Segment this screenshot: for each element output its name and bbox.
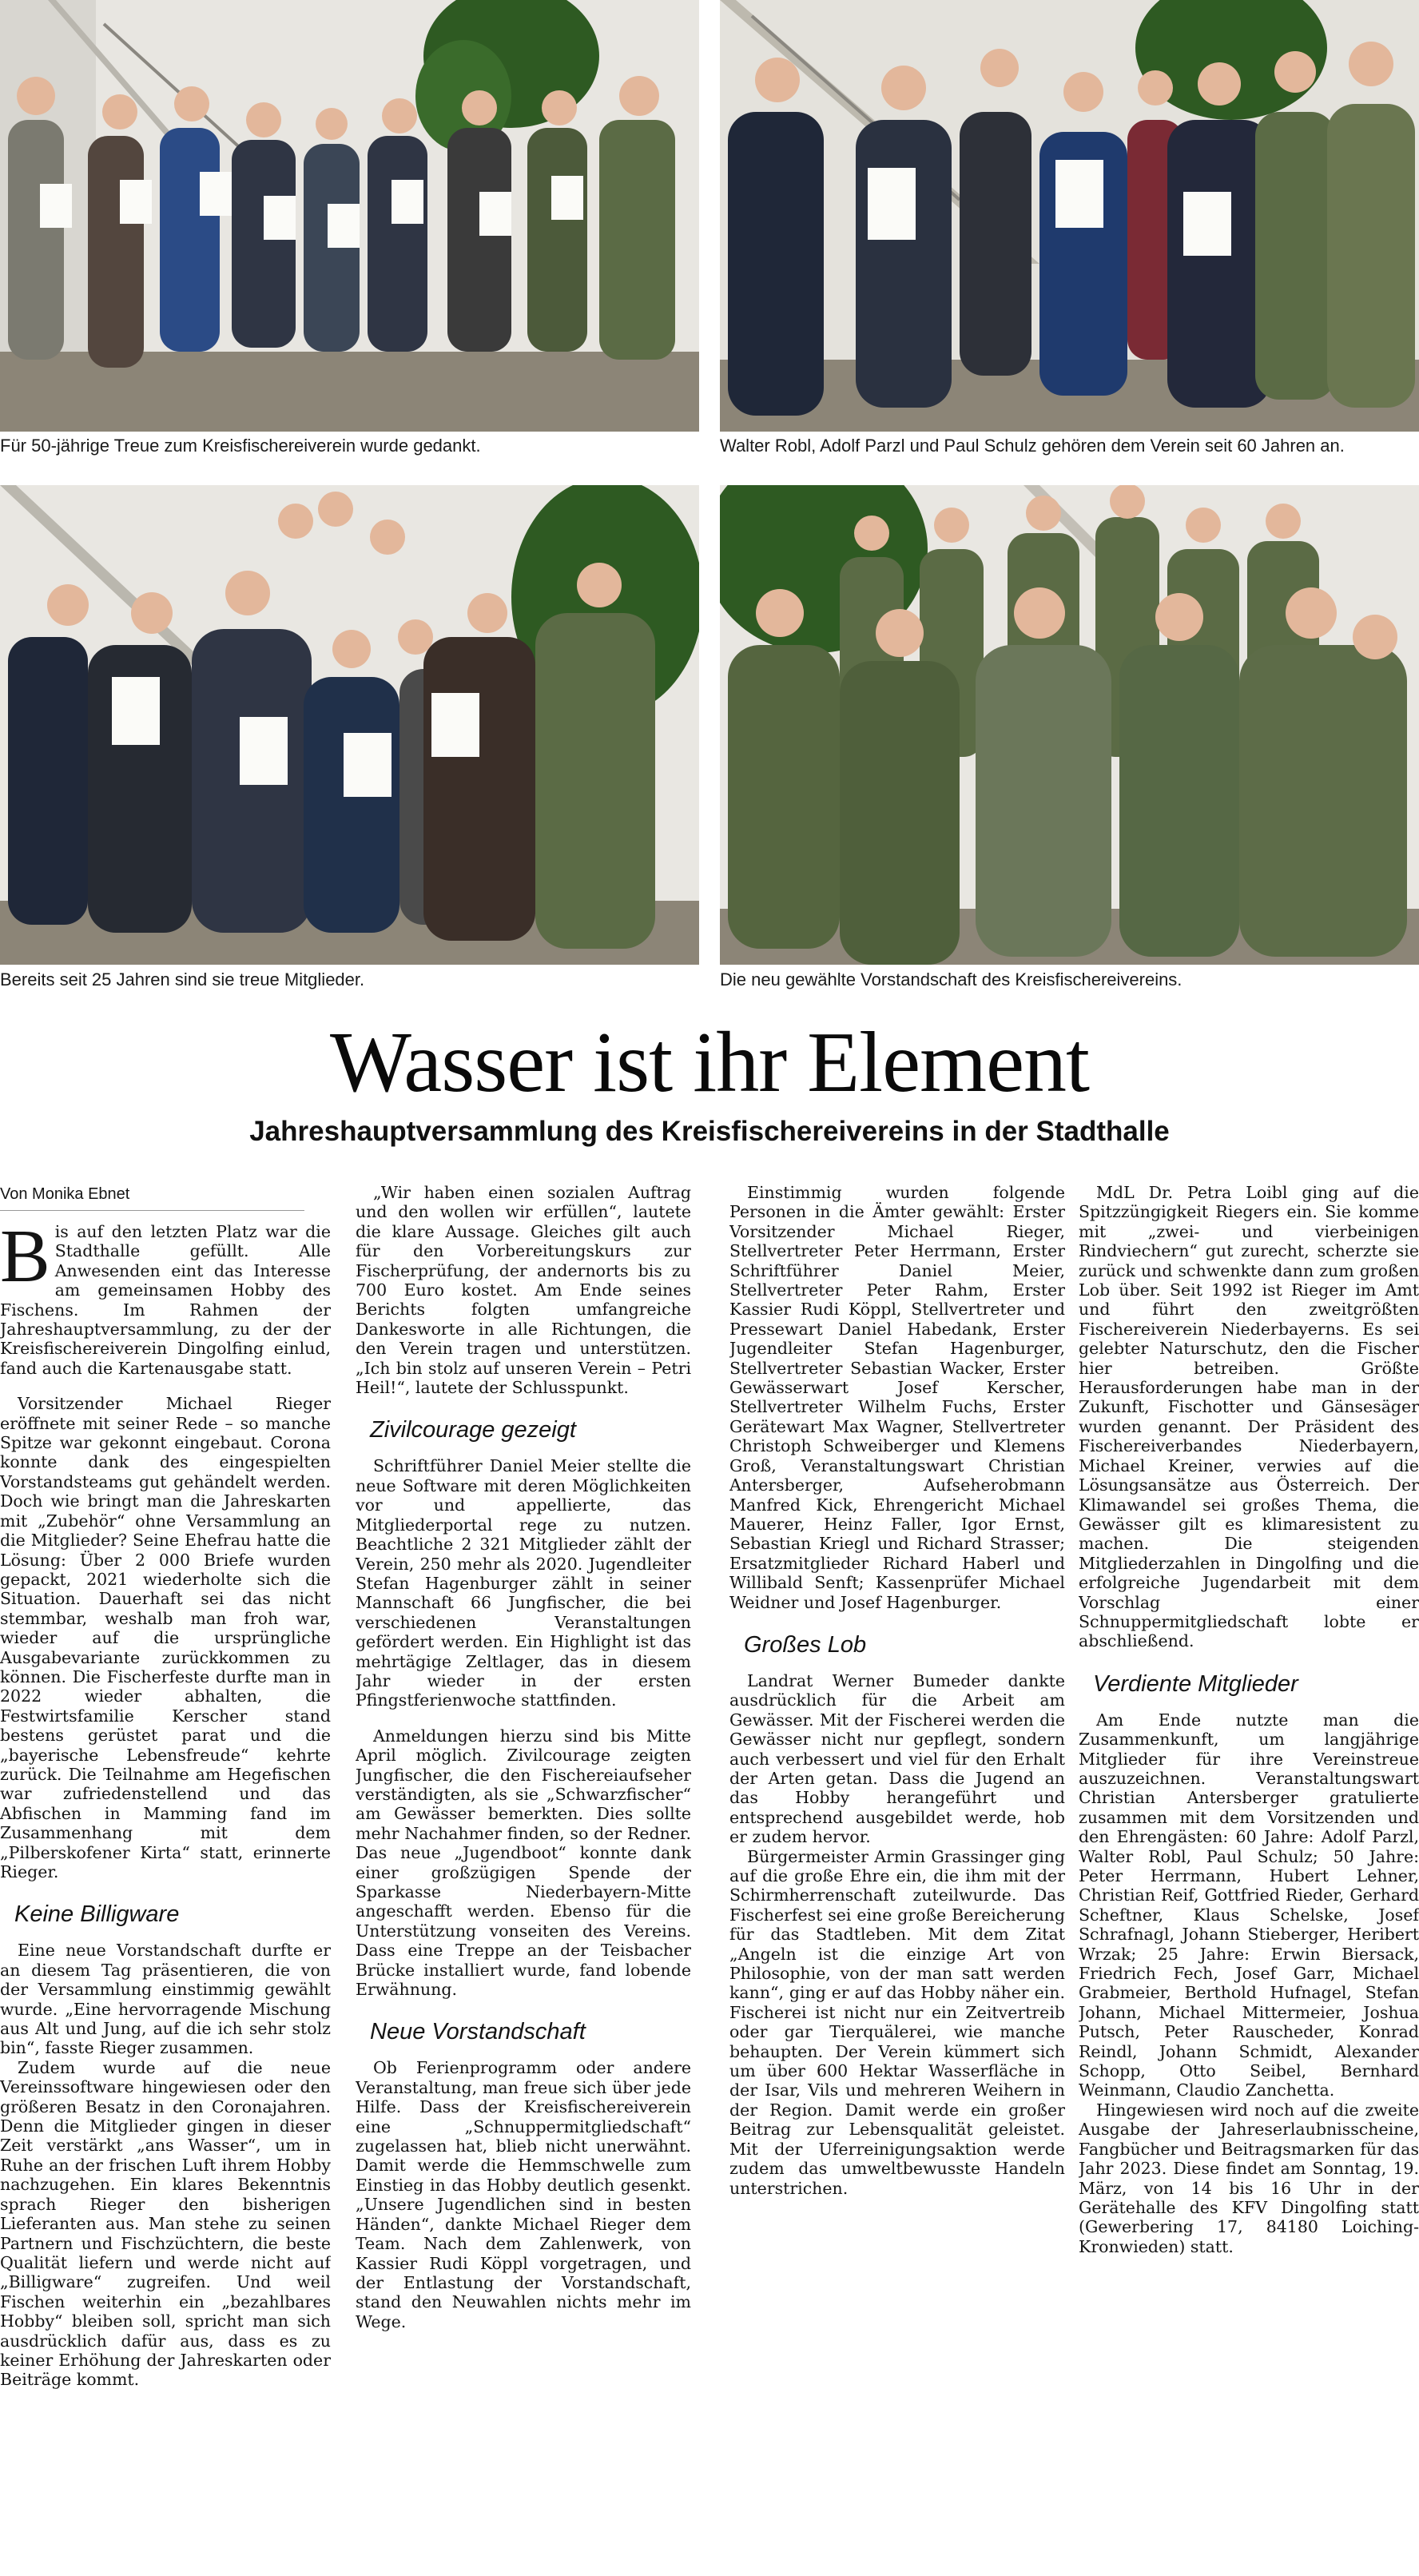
article-column-1 [0,1183,331,2576]
article-paragraph: Zudem wurde auf die neue Vereinssoftware hingewiesen oder den größeren Besatz in den Coronajahren. Denn die Mitglieder gingen in dieser Zeit verstärkt „ans Wasser“, um in Ruhe an der frischen Luft ihrem Hobby nachzugehen. Ein klares Bekenntnis sprach Rieger den bisherigen Lieferanten aus. Man stehe zu seinen Partnern und Fischzüchtern, die beste Qualität liefern und werde nicht auf „Billigware“ zugreifen. Und weil Fischen weiterhin ein „bezahlbares Hobby“ bleiben soll, spricht man sich ausdrücklich dafür aus, dass es zu keiner Erhöhung der Jahreskarten oder Beiträge kommt. [0,2057,331,2390]
article-paragraph: Bürgermeister Armin Grassinger ging auf die große Ehre ein, die ihm mit der Schirmherrenschaft zuteilwurde. Das Fischerfest sei eine große Bereicherung für das Stadtleben. Mit dem Zitat „Angeln ist die einzige Art von Philosophie, von der man satt werden kann“, ging er auf das Hobby näher ein. Fischerei ist nicht nur ein Zeitvertreib oder gar Tierquälerei, wie manche behaupten. Der Verein kümmert sich um über 600 Hektar Wasserfläche in der Isar, Vils und mehreren Weihern in der Region. Damit werde ein großer Beitrag zur Lebensqualität geleistet. Mit der Uferreinigungsaktion werde zudem das umweltbewusste Handeln unterstrichen. [729,1846,1065,2198]
photo-60-years [720,0,1419,432]
article-paragraph: Am Ende nutzte man die Zusammenkunft, um langjährige Mitglieder für ihre Vereinstreue auszuzeichnen. Veranstaltungswart Christian Antersberger gratulierte zusammen mit dem Vorsitzenden und den Ehrengästen: 60 Jahre: Adolf Parzl, Walter Robl, Paul Schulz; 50 Jahre: Peter Herrmann, Hubert Lehner, Christian Reif, Gottfried Rieder, Gerhard Scheftner, Klaus Schelske, Josef Schrafnagl, Johann Stieberger, Heribert Wrzak; 25 Jahre: Erwin Biersack, Friedrich Fech, Josef Garr, Michael Grabmeier, Berthold Hufnagel, Stefan Johann, Michael Mittermeier, Joshua Putsch, Peter Rauscheder, Konrad Reindl, Johann Schmidt, Alexander Schopp, Otto Seibel, Bernhard Weinmann, Claudio Zanchetta. [1079,1710,1419,2100]
section-heading: Keine Billigware [14,1901,180,1928]
article-paragraph: Landrat Werner Bumeder dankte ausdrücklich für die Arbeit am Gewässer. Mit der Fischerei werden die Gewässer nicht nur gepflegt, sondern auch verbessert und viel für den Erhalt der Arten getan. Dass die Jugend an das Hobby herangeführt und entsprechend ausgebildet werde, hob er zudem hervor. [729,1670,1065,1847]
article-column-3 [729,1183,1065,2576]
subheadline: Jahreshauptversammlung des Kreisfischereivereins in der Stadthalle [249,1116,1170,1147]
article-paragraph: Ob Ferienprogramm oder andere Veranstaltung, man freue sich über jede Hilfe. Dass der Kreisfischereiverein eine „Schnuppermitgliedschaft“ zugelassen hat, blieb nicht unerwähnt. Damit werde die Hemmschwelle zum Einstieg in das Hobby deutlich gesenkt. „Unsere Jugendlichen sind in besten Händen“, dankte Michael Rieger dem Team. Nach dem Zahlenwerk, von Kassier Rudi Köppl vorgetragen, und der Entlastung der Vorstandschaft, stand den Neuwahlen nichts mehr im Wege. [356,2058,691,2331]
article-paragraph: Einstimmig wurden folgende Personen in die Ämter gewählt: Erster Vorsitzender Michael Rieger, Stellvertreter Peter Herrmann, Erster Schriftführer Daniel Meier, Stellvertreter Peter Rahm, Erster Kassier Rudi Köppl, Stellvertreter und Pressewart Daniel Habedank, Erster Jugendleiter Stefan Hagenburger, Stellvertreter Sebastian Wacker, Erster Gewässerwart Josef Kerscher, Stellvertreter Wilhelm Fuchs, Erster Gerätewart Max Wagner, Stellvertreter Christoph Schweiberger und Klemens Groß, Veranstaltungswart Christian Antersberger, Aufseherobmann Manfred Kick, Ehrengericht Michael Mauerer, Heinz Faller, Igor Ernst, Sebastian Kriegl und Richard Strasser; Ersatzmitglieder Richard Haberl und Willibald Senft; Kassenprüfer Michael Weidner und Josef Hagenburger. [729,1183,1065,1612]
byline: Von Monika Ebnet [0,1183,304,1211]
headline: Wasser ist ihr Element [329,1015,1090,1110]
dropcap: B [0,1215,50,1298]
article-paragraph: Bis auf den letzten Platz war die Stadthalle gefüllt. Alle Anwesenden eint das Interesse am gemeinsamen Hobby des Fischens. Im Rahmen der Jahreshauptversammlung, zu der der Kreisfischereiverein Dingolfing einlud, fand auch die Kartenausgabe statt. [0,1215,331,1378]
article-paragraph: Hingewiesen wird noch auf die zweite Ausgabe der Jahreserlaubnisscheine, Fangbücher und Beitragsmarken für das Jahr 2023. Diese findet am Sonntag, 19. März, von 14 bis 16 Uhr in der Gerätehalle des KFV Dingolfing statt (Gewerbering 17, 84180 Loiching-Kronwieden) statt. [1079,2100,1419,2256]
article-paragraph: Anmeldungen hierzu sind bis Mitte April möglich. Zivilcourage zeigten Jungfischer, die den Fischereiaufseher verständigten, als sie „Schwarzfischer“ am Gewässer bemerkten. Dies sollte mehr Nachahmer finden, so der Redner. Das neue „Jugendboot“ konnte dank einer großzügigen Spende der Sparkasse Niederbayern-Mitte angeschafft werden. Ebenso für die Unterstützung vonseiten des Vereins. Dass eine Treppe an der Teisbacher Brücke installiert wurde, fand lobende Erwähnung. [356,1726,691,2000]
photo-caption: Walter Robl, Adolf Parzl und Paul Schulz gehören dem Verein seit 60 Jahren an. [720,436,1345,456]
photo-caption: Für 50-jährige Treue zum Kreisfischereiverein wurde gedankt. [0,436,481,456]
photo-25-years [0,485,699,965]
article-paragraph: Schriftführer Daniel Meier stellte die neue Software mit deren Möglichkeiten vor und appellierte, das Mitgliederportal rege zu nutzen. Beachtliche 2 321 Mitglieder zählt der Verein, 250 mehr als 2020. Jugendleiter Stefan Hagenburger zählt in seiner Mannschaft 66 Jungfischer, die bei verschiedenen Veranstaltungen gefördert werden. Ein Highlight ist das mehrtägige Zeltlager, das in diesem Jahr wieder in der ersten Pfingstferienwoche stattfinden. [356,1456,691,1710]
photo-caption: Bereits seit 25 Jahren sind sie treue Mitglieder. [0,969,365,989]
section-heading: Zivilcourage gezeigt [370,1417,576,1443]
article-paragraph: MdL Dr. Petra Loibl ging auf die Spitzzüngigkeit Riegers ein. Sie komme mit „zwei- und vierbeinigen Rindviechern“ gut zurecht, scherzte sie zurück und schwenkte dann zum großen Lob über. Seit 1992 ist Rieger im Amt und führt den zweitgrößten Fischereiverein Niederbayerns. Es sei gelebter Naturschutz, den die Fischer hier betreiben. Größte Herausforderungen habe man in der Zukunft, Fischotter und Gänsesäger wurden genannt. Der Präsident des Fischereiverbandes Niederbayern, Michael Kreiner, verwies auf die Lösungsansätze aus Österreich. Der Klimawandel sei großes Thema, die Gewässer gilt es klimaresistent zu machen. Die steigenden Mitgliederzahlen in Dingolfing und die erfolgreiche Jugendarbeit mit dem Vorschlag einer Schnuppermitgliedschaft lobte er abschließend. [1079,1183,1419,1651]
section-heading: Neue Vorstandschaft [370,2019,586,2045]
article-column-2 [356,1183,691,2576]
article-paragraph: Vorsitzender Michael Rieger eröffnete mit seiner Rede – so manche Spitze war gekonnt eingebaut. Corona konnte dank des eingespielten Vorstandsteams gut gehändelt werden. Doch wie bringt man die Jahreskarten mit „Zubehör“ ohne Versammlung an die Mitglieder? Seine Ehefrau hatte die Lösung: Über 2 000 Briefe wurden gepackt, 2021 wiederholte sich die Situation. Dauerhaft sei das nicht stemmbar, weshalb man froh war, wieder auf die ursprüngliche Ausgabevariante zurückkommen zu können. Die Fischerfeste durfte man in 2022 wieder abhalten, die Festwirtsfamilie Kerscher stand bestens gerüstet parat und die „bayerische Lebensfreude“ kehrte zurück. Die Teilnahme am Hegefischen war zufriedenstellend und das Abfischen in Mamming fand im Zusammenhang mit dem „Pilberskofener Kirta“ statt, erinnerte Rieger. [0,1394,331,1881]
article-paragraph: Eine neue Vorstandschaft durfte er an diesem Tag präsentieren, die von der Versammlung einstimmig gewählt wurde. „Eine hervorragende Mischung aus Alt und Jung, auf die ich sehr stolz bin“, fasste Rieger zusammen. [0,1941,331,2058]
article-paragraph: „Wir haben einen sozialen Auftrag und den wollen wir erfüllen“, lautete die klare Aussage. Gleiches gilt auch für den Vorbereitungskurs zur Fischerprüfung, der andernorts bis zu 700 Euro kostet. Am Ende seines Berichts folgten umfangreiche Dankesworte in alle Richtungen, die den Verein tragen und unterstützen. „Ich bin stolz auf unseren Verein – Petri Heil!“, lautete der Schlusspunkt. [356,1183,691,1398]
article-column-4 [1079,1183,1419,2576]
section-heading: Großes Lob [744,1631,867,1658]
section-heading: Verdiente Mitglieder [1093,1670,1298,1697]
photo-50-years [0,0,699,432]
photo-board [720,485,1419,965]
photo-caption: Die neu gewählte Vorstandschaft des Kreisfischereivereins. [720,969,1182,989]
